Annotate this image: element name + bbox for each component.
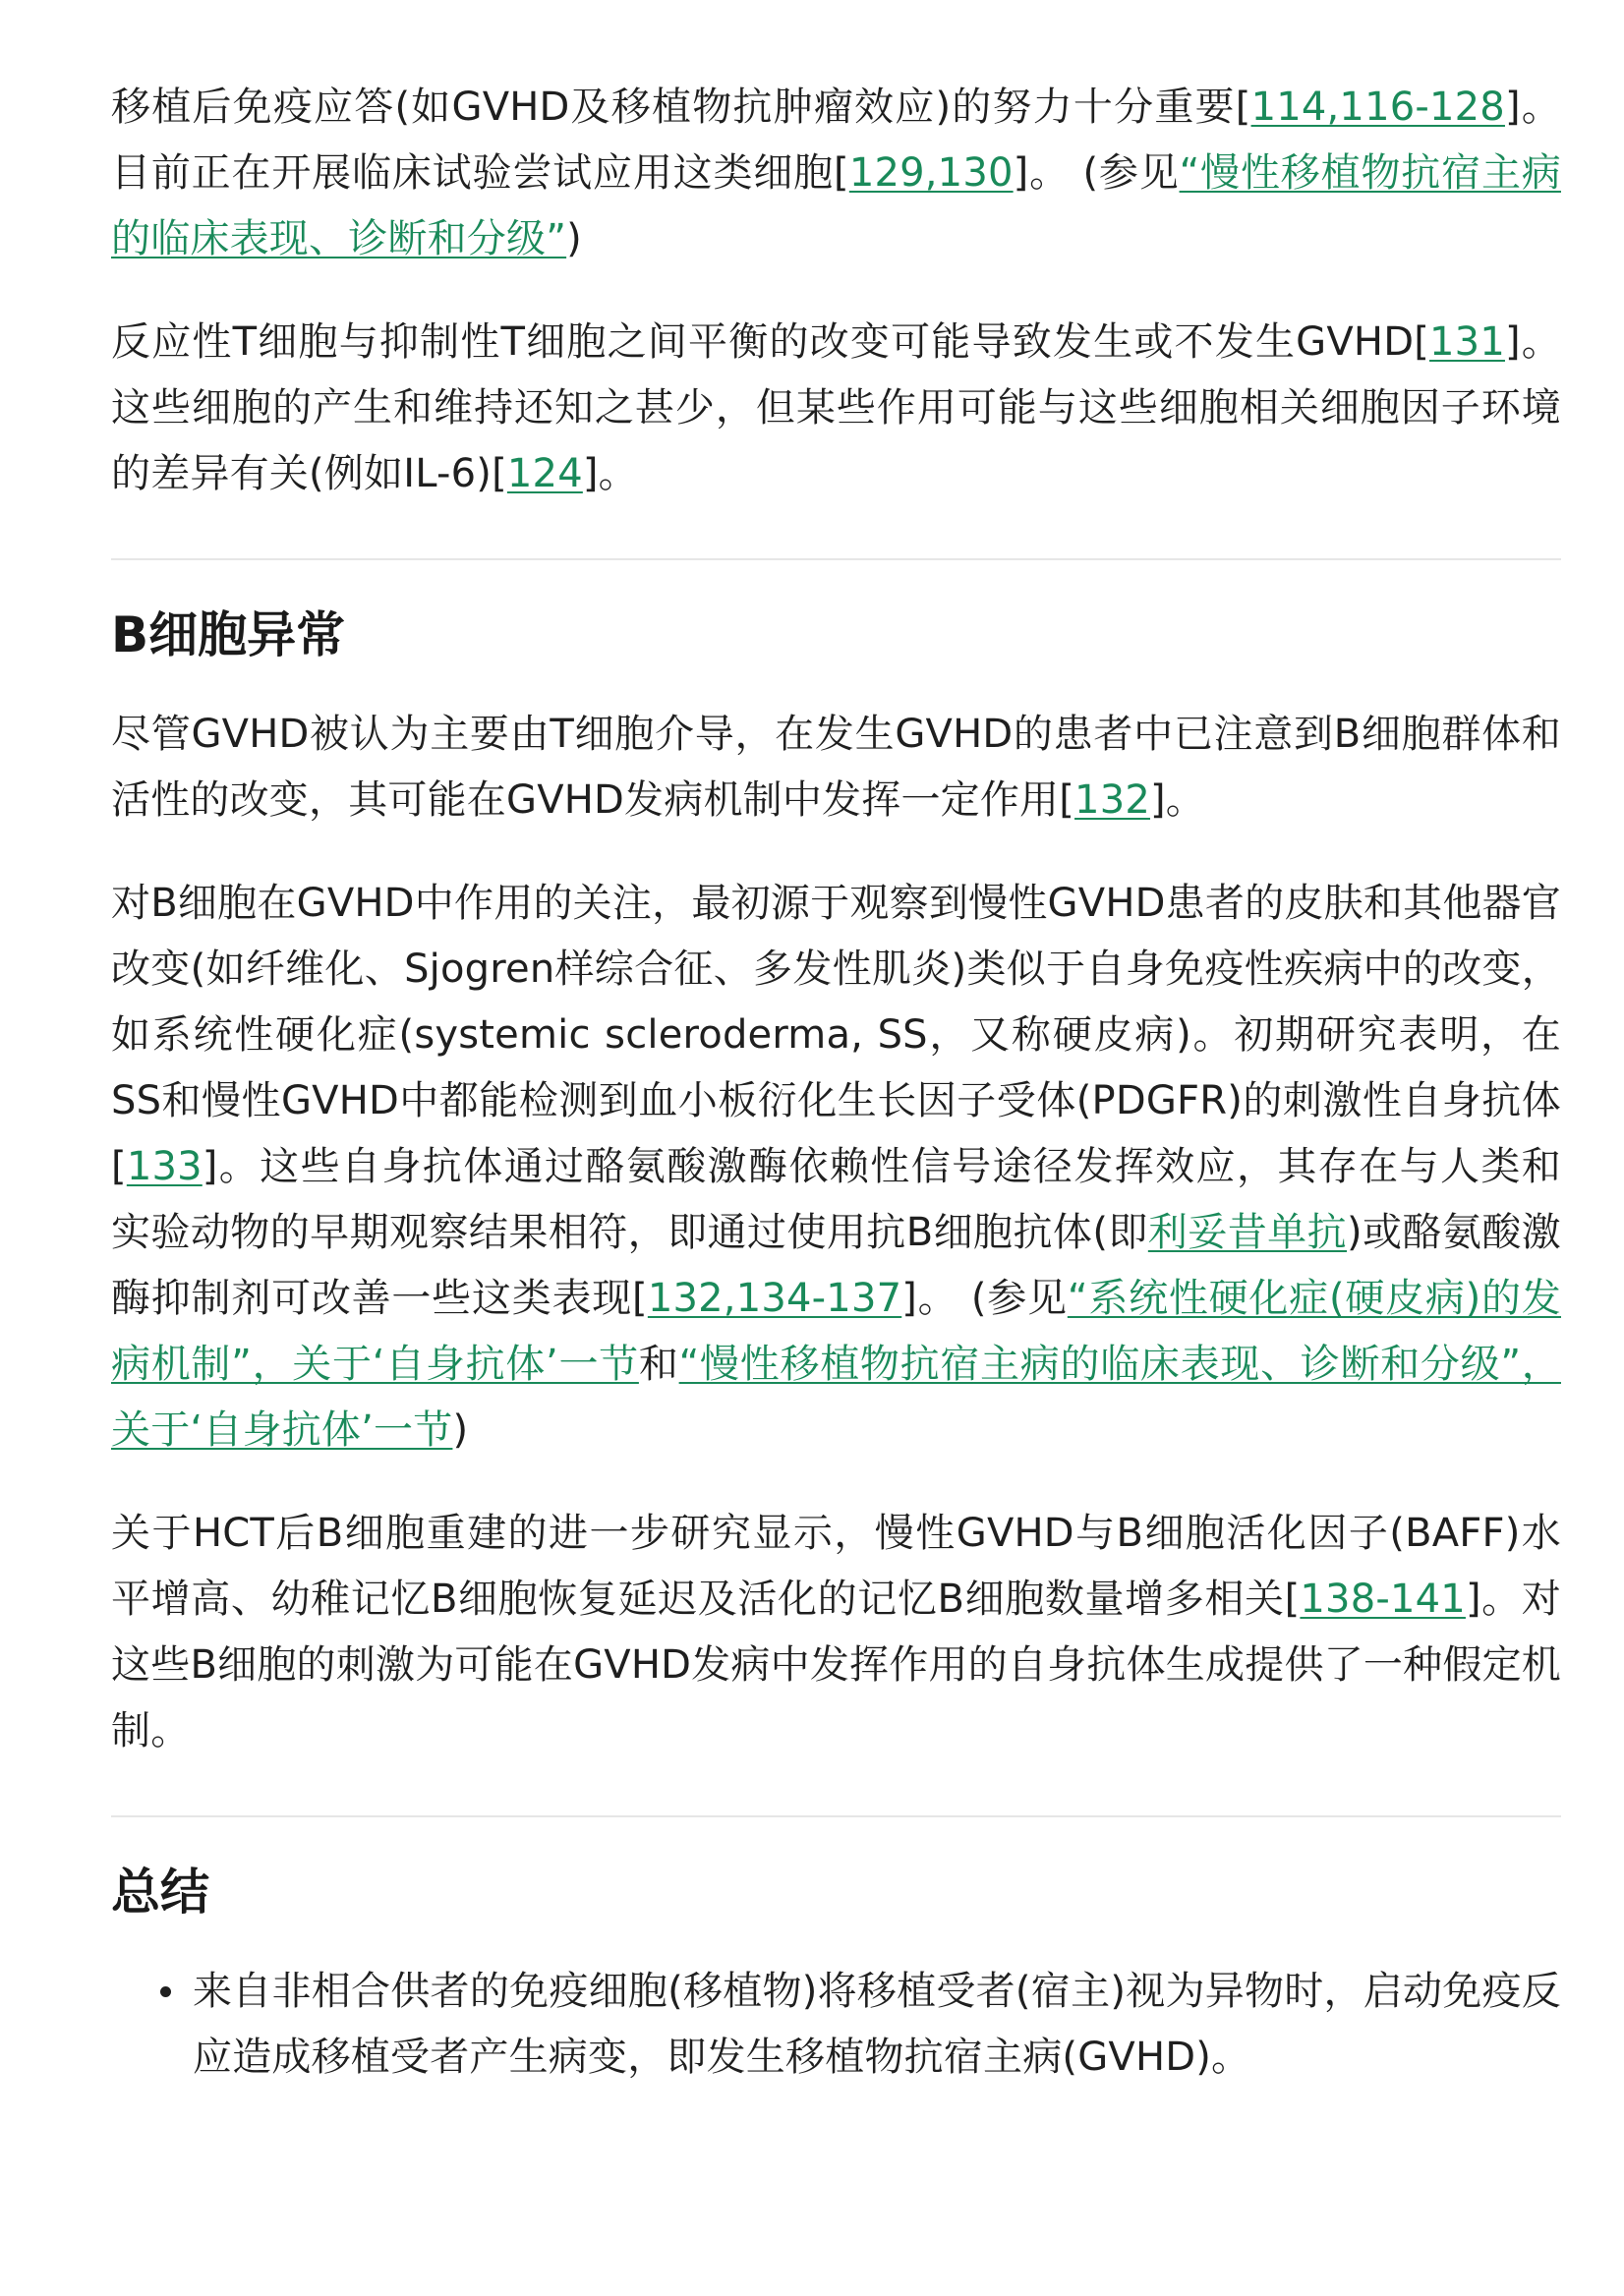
list-item	[193, 1959, 1561, 2091]
text: 关于HCT后B细胞重建的进一步研究显示，慢性GVHD与B细胞活化因子(BAFF)水平增高、幼稚记忆B细胞恢复延迟及活化的记忆B细胞数量增多相关[	[111, 1511, 1561, 1622]
paragraph-b-cell-reconstitution	[111, 1501, 1561, 1764]
section-divider	[111, 1815, 1561, 1817]
paragraph-b-cell-autoantibody	[111, 871, 1561, 1464]
section-heading-summary: 总结	[111, 1864, 209, 1921]
paragraph-t-cell-balance	[111, 310, 1561, 507]
citation-link[interactable]: 114,116-128	[1250, 85, 1505, 130]
drug-link-rituximab[interactable]: 利妥昔单抗	[1147, 1210, 1348, 1255]
citation-link[interactable]: 133	[126, 1144, 203, 1189]
citation-link[interactable]: 129,130	[848, 150, 1014, 196]
text: 反应性T细胞与抑制性T细胞之间平衡的改变可能导致发生或不发生GVHD[	[111, 319, 1430, 365]
text: ]。对这些B细胞的刺激为可能在GVHD发病中发挥作用的自身抗体生成提供了一种假定机制。	[111, 1577, 1561, 1753]
text: ]。这些细胞的产生和维持还知之甚少，但某些作用可能与这些细胞相关细胞因子环境的差异有关(例如IL-6)[	[111, 319, 1561, 496]
text: )	[452, 1407, 469, 1453]
article-content	[111, 75, 1561, 2091]
text: ]。这些自身抗体通过酪氨酸激酶依赖性信号途径发挥效应，其存在与人类和实验动物的早期观察结果相符，即通过使用抗B细胞抗体(即	[111, 1144, 1561, 1255]
text: ]。	[582, 451, 638, 496]
summary-list	[111, 1959, 1561, 2091]
text: ]。	[1150, 777, 1206, 823]
text: )或酪氨酸激酶抑制剂可改善一些这类表现[	[111, 1210, 1562, 1321]
text: 移植后免疫应答(如GVHD及移植物抗肿瘤效应)的努力十分重要[	[111, 85, 1251, 130]
section-heading-b-cell: B细胞异常	[111, 606, 346, 663]
citation-link[interactable]: 124	[506, 451, 583, 496]
text: )	[566, 216, 582, 261]
text: 和	[638, 1342, 679, 1387]
text: 尽管GVHD被认为主要由T细胞介导，在发生GVHD的患者中已注意到B细胞群体和活性的改变，其可能在GVHD发病机制中发挥一定作用[	[111, 712, 1561, 823]
paragraph-b-cell-intro	[111, 702, 1561, 833]
text: 来自非相合供者的免疫细胞(移植物)将移植受者(宿主)视为异物时，启动免疫反应造成移植受者产生病变，即发生移植物抗宿主病(GVHD)。	[193, 1969, 1561, 2080]
topic-link-chronic-gvhd-autoantibody[interactable]: “慢性移植物抗宿主病的临床表现、诊断和分级”，关于‘自身抗体’一节	[111, 1342, 1561, 1453]
paragraph-immune-response	[111, 75, 1561, 272]
text: ]。 (参见	[901, 1276, 1068, 1321]
text: ]。目前正在开展临床试验尝试应用这类细胞[	[111, 85, 1561, 196]
citation-link[interactable]: 131	[1429, 319, 1505, 365]
citation-link[interactable]: 132	[1074, 777, 1150, 823]
citation-link[interactable]: 132,134-137	[647, 1276, 902, 1321]
citation-link[interactable]: 138-141	[1300, 1577, 1466, 1622]
topic-link-chronic-gvhd[interactable]: “慢性移植物抗宿主病的临床表现、诊断和分级”	[111, 150, 1561, 261]
section-divider	[111, 558, 1561, 560]
text: 对B细胞在GVHD中作用的关注，最初源于观察到慢性GVHD患者的皮肤和其他器官改变(如纤维化、Sjogren样综合征、多发性肌炎)类似于自身免疫性疾病中的改变，如系统性硬化症(systemic scleroderma, SS，又称硬皮病)。初期研究表明，在SS和慢性GVHD中都能检测到血小板衍化生长因子受体(PDGFR)的刺激性自身抗体[	[111, 881, 1561, 1189]
bullet-icon	[160, 1986, 171, 1997]
topic-link-scleroderma[interactable]: “系统性硬化症(硬皮病)的发病机制”，关于‘自身抗体’一节	[111, 1276, 1562, 1387]
text: ]。 (参见	[1013, 150, 1180, 196]
